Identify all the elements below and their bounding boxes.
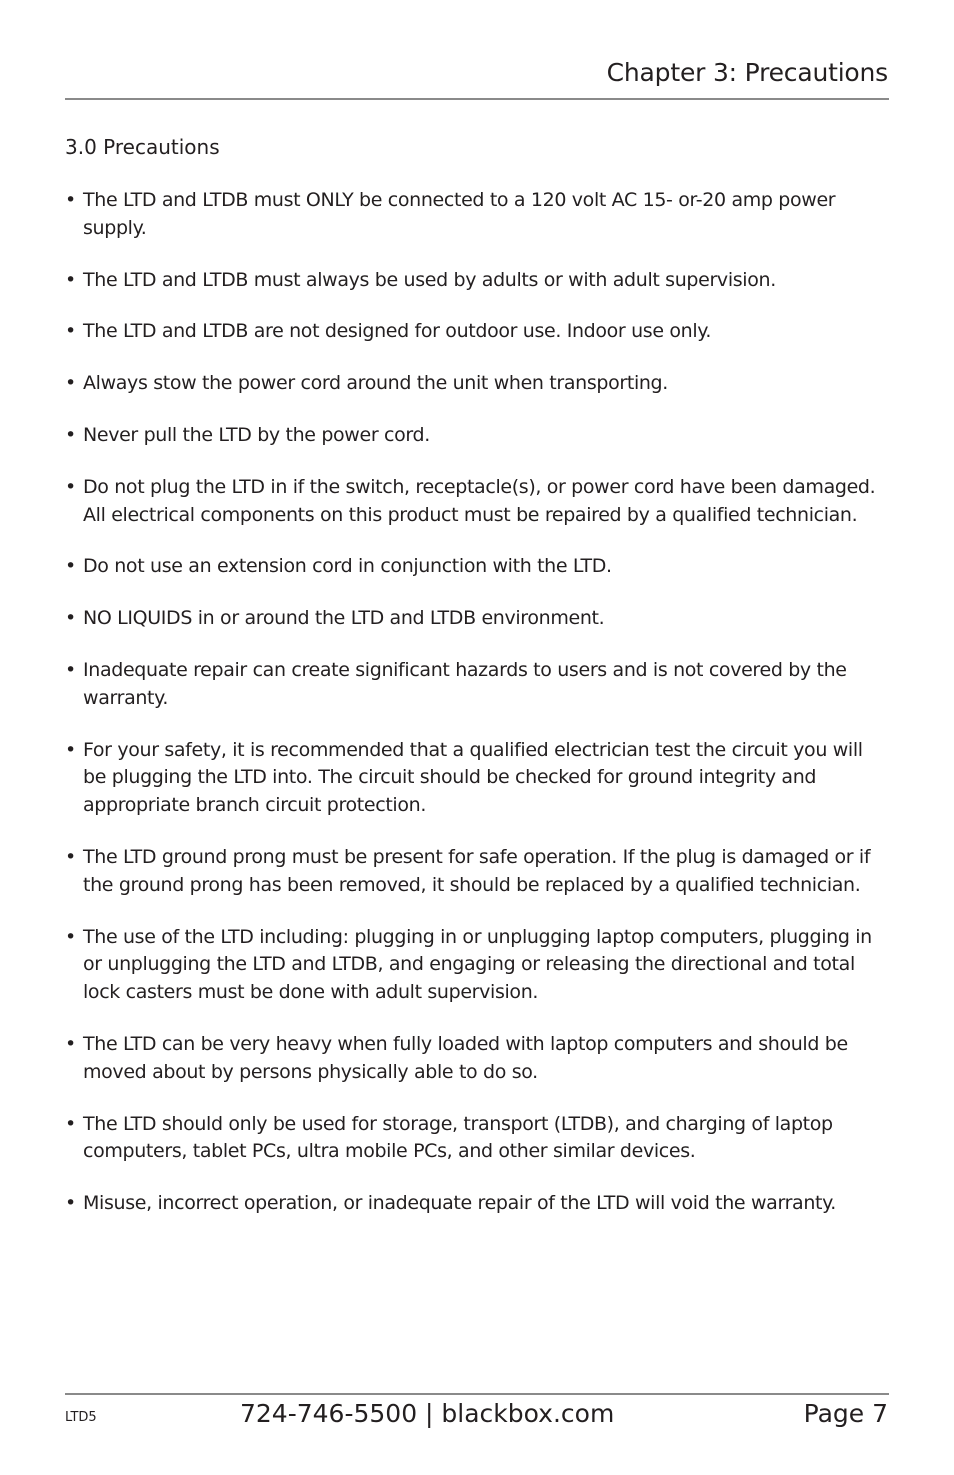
bullet-marker: • xyxy=(65,845,76,868)
bullet-marker: • xyxy=(65,1192,76,1215)
precaution-text: Inadequate repair can create significant hazards to users and is not covered by the warranty. xyxy=(83,658,847,709)
precaution-text: Do not use an extension cord in conjunction with the LTD. xyxy=(83,555,612,578)
precaution-item xyxy=(65,1031,891,1087)
bullet-marker: • xyxy=(65,1032,76,1055)
precaution-text: Never pull the LTD by the power cord. xyxy=(83,423,430,446)
precaution-item xyxy=(65,370,891,398)
bullet-marker: • xyxy=(65,423,76,446)
precaution-item xyxy=(65,737,891,820)
precaution-item xyxy=(65,318,891,346)
precaution-text: The use of the LTD including: plugging in or unplugging laptop computers, plugging in or unplugging the LTD and LTDB, and engaging or releasing the directional and total lock casters must be done with adult supervision. xyxy=(83,925,872,1004)
precaution-text: The LTD and LTDB must always be used by adults or with adult supervision. xyxy=(83,268,776,291)
bullet-marker: • xyxy=(65,658,76,681)
chapter-title: Chapter 3: Precautions xyxy=(606,58,888,87)
precaution-item xyxy=(65,267,891,295)
precaution-item xyxy=(65,844,891,900)
precaution-text: The LTD can be very heavy when fully loaded with laptop computers and should be moved about by persons physically able to do so. xyxy=(83,1032,848,1083)
bullet-marker: • xyxy=(65,475,76,498)
bullet-marker: • xyxy=(65,320,76,343)
precaution-text: Do not plug the LTD in if the switch, receptacle(s), or power cord have been damaged. All electrical components on this product must be repaired by a qualified technician. xyxy=(83,475,876,526)
precaution-text: NO LIQUIDS in or around the LTD and LTDB environment. xyxy=(83,607,605,630)
precaution-item xyxy=(65,657,891,713)
precaution-item xyxy=(65,187,891,243)
bullet-marker: • xyxy=(65,555,76,578)
precaution-item xyxy=(65,474,891,530)
precaution-text: For your safety, it is recommended that a qualified electrician test the circuit you will be plugging the LTD into. The circuit should be checked for ground integrity and appropriate branch circuit protection. xyxy=(83,738,863,817)
section-heading: 3.0 Precautions xyxy=(65,135,220,159)
precaution-item xyxy=(65,924,891,1007)
precaution-item xyxy=(65,553,891,581)
precaution-text: The LTD and LTDB are not designed for outdoor use. Indoor use only. xyxy=(83,320,712,343)
precaution-text: The LTD should only be used for storage, transport (LTDB), and charging of laptop computers, tablet PCs, ultra mobile PCs, and other similar devices. xyxy=(83,1112,833,1163)
precaution-text: The LTD and LTDB must ONLY be connected to a 120 volt AC 15- or-20 amp power supply. xyxy=(83,189,836,239)
page-number: Page 7 xyxy=(803,1399,888,1428)
bullet-marker: • xyxy=(65,1112,76,1135)
bullet-marker: • xyxy=(65,738,76,761)
precaution-text: Always stow the power cord around the unit when transporting. xyxy=(83,372,668,395)
contact-info: 724-746-5500 | blackbox.com xyxy=(240,1399,615,1428)
bullet-marker: • xyxy=(65,372,76,395)
precaution-item xyxy=(65,422,891,450)
precaution-item xyxy=(65,1190,891,1218)
footer-divider xyxy=(65,1393,889,1395)
precautions-list xyxy=(65,187,891,1242)
bullet-marker: • xyxy=(65,189,76,211)
precaution-item xyxy=(65,1111,891,1167)
bullet-marker: • xyxy=(65,925,76,948)
bullet-marker: • xyxy=(65,607,76,630)
bullet-marker: • xyxy=(65,268,76,291)
precaution-text: Misuse, incorrect operation, or inadequate repair of the LTD will void the warranty. xyxy=(83,1192,836,1215)
document-code: LTD5 xyxy=(65,1410,97,1425)
header-divider xyxy=(65,98,889,100)
precaution-item xyxy=(65,605,891,633)
precaution-text: The LTD ground prong must be present for safe operation. If the plug is damaged or if the ground prong has been removed, it should be replaced by a qualified technician. xyxy=(83,845,871,896)
